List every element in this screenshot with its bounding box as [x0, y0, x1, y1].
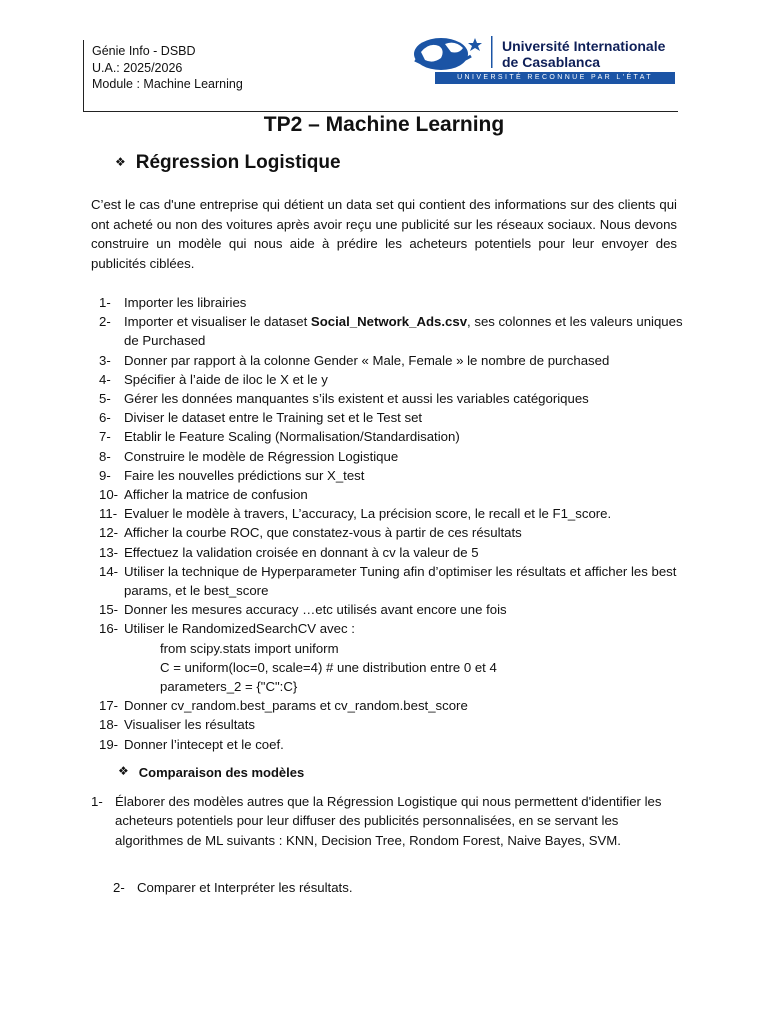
- list-item: [99, 600, 684, 619]
- section-heading: [115, 152, 341, 174]
- step-text: Donner l’intecept et le coef.: [124, 736, 284, 752]
- comparison-item-1: [91, 792, 677, 850]
- document-title: TP2 – Machine Learning: [263, 113, 505, 136]
- step-text: Construire le modèle de Régression Logistique: [124, 448, 399, 464]
- step-number: 19-: [99, 736, 119, 752]
- code-line: from scipy.stats import uniform: [160, 640, 339, 656]
- step-number: 13-: [99, 544, 119, 560]
- list-item: [99, 389, 684, 408]
- step-number: 17-: [99, 698, 119, 714]
- step-text: Donner cv_random.best_params et cv_random.best_score: [124, 698, 468, 714]
- step-number: 1-: [99, 295, 111, 310]
- step-text: Spécifier à l’aide de iloc le X et le y: [124, 371, 328, 387]
- comparison-heading-text: Comparaison des modèles: [138, 765, 305, 780]
- step-number: 12-: [99, 525, 119, 541]
- logo-tagline-bar: UNIVERSITÉ RECONNUE PAR L'ÉTAT: [435, 72, 675, 84]
- list-item: [99, 293, 684, 312]
- section-heading-text: Régression Logistique: [135, 152, 341, 173]
- item-number: 2-: [113, 880, 125, 895]
- step-text: Faire les nouvelles prédictions sur X_test: [124, 467, 365, 483]
- comparison-heading: [118, 764, 304, 780]
- step-text: Donner les mesures accuracy …etc utilisés avant encore une fois: [124, 602, 507, 618]
- step-number: 7-: [99, 429, 111, 445]
- logo-line-2: de Casablanca: [502, 54, 601, 70]
- step-number: 11-: [99, 506, 118, 522]
- list-item: [99, 370, 684, 389]
- list-item: [99, 523, 684, 542]
- intro-paragraph: C’est le cas d'une entreprise qui détient un data set qui contient des informations sur des clients qui ont acheté ou non des voitures après avoir reçu une publicité sur les réseaux sociaux. Nous devons construire un modèle qui nous aide à prédire les acheteurs potentiels pour leur envoyer des publicités ciblées.: [91, 197, 677, 271]
- code-line: C = uniform(loc=0, scale=4) # une distribution entre 0 et 4: [160, 659, 497, 675]
- list-item: [99, 351, 684, 370]
- step-text: Importer les librairies: [124, 295, 247, 310]
- step-text: Gérer les données manquantes s’ils existent et aussi les variables catégoriques: [124, 391, 589, 407]
- list-item: [99, 735, 684, 754]
- dataset-filename: Social_Network_Ads.csv: [310, 314, 468, 330]
- step-number: 15-: [99, 602, 119, 618]
- step-number: 8-: [99, 448, 111, 464]
- university-logo: [411, 28, 677, 98]
- step-text: Diviser le dataset entre le Training set et le Test set: [124, 410, 423, 426]
- course-info: [92, 43, 243, 93]
- step-number: 18-: [99, 717, 119, 733]
- logo-wordmark: [502, 38, 665, 70]
- step-text: Evaluer le modèle à travers, L’accuracy, La précision score, le recall et le F1_score.: [124, 506, 612, 522]
- header-box: [83, 40, 678, 112]
- step-text: Utiliser le RandomizedSearchCV avec :: [124, 621, 355, 637]
- item-text: Comparer et Interpréter les résultats.: [137, 880, 353, 895]
- step-text-pre: Importer et visualiser le dataset: [124, 314, 311, 330]
- step-text: Afficher la courbe ROC, que constatez-vous à partir de ces résultats: [124, 525, 522, 541]
- steps-list: [99, 293, 684, 754]
- diamond-bullet-icon: ❖: [118, 764, 129, 778]
- step-text: Etablir le Feature Scaling (Normalisation/Standardisation): [124, 429, 460, 445]
- comparison-item-2: [113, 878, 352, 897]
- logo-line-1: Université Internationale: [502, 38, 666, 54]
- step-text: Donner par rapport à la colonne Gender « Male, Female » le nombre de purchased: [124, 352, 610, 368]
- step-number: 2-: [99, 314, 111, 330]
- list-item: [99, 619, 684, 638]
- list-item: [99, 562, 684, 600]
- list-item: [99, 408, 684, 427]
- step-number: 6-: [99, 410, 111, 426]
- diamond-bullet-icon: ❖: [115, 155, 126, 169]
- module-label: Module : Machine Learning: [92, 77, 243, 91]
- list-item: [99, 485, 684, 504]
- step-number: 5-: [99, 391, 111, 407]
- step-number: 16-: [99, 621, 119, 637]
- list-item: [99, 696, 684, 715]
- step-number: 14-: [99, 563, 119, 579]
- step-text: Afficher la matrice de confusion: [124, 487, 308, 503]
- step-text-post: , ses colonnes et les valeurs uniques de Purchased: [124, 314, 683, 349]
- list-item: [99, 466, 684, 485]
- step-text: [124, 312, 684, 350]
- list-item: [99, 427, 684, 446]
- step-text: Utiliser la technique de Hyperparameter Tuning afin d’optimiser les résultats et afficher les best params, et le best_score: [124, 563, 677, 599]
- step-number: 10-: [99, 487, 119, 503]
- list-item: [99, 312, 684, 350]
- list-item: [99, 715, 684, 734]
- list-item: [99, 504, 684, 523]
- step-number: 4-: [99, 371, 111, 387]
- step-number: 3-: [99, 352, 111, 368]
- step-text: Effectuez la validation croisée en donnant à cv la valeur de 5: [124, 544, 479, 560]
- item-number: 1-: [91, 794, 103, 809]
- globe-logo-icon: [411, 30, 501, 74]
- item-text: Élaborer des modèles autres que la Régression Logistique qui nous permettent d'identifier les acheteurs potentiels pour leur diffuser des publicités personnalisées, en se servant les algorithmes de ML suivants : KNN, Decision Tree, Rondom Forest, Naive Bayes, SVM.: [115, 794, 662, 848]
- academic-year: U.A.: 2025/2026: [92, 60, 183, 75]
- code-line: parameters_2 = {"C":C}: [160, 679, 298, 695]
- list-item: [99, 447, 684, 466]
- program-label: Génie Info - DSBD: [92, 44, 196, 58]
- step-number: 9-: [99, 467, 111, 483]
- list-item: [99, 543, 684, 562]
- step-text: Visualiser les résultats: [124, 717, 255, 733]
